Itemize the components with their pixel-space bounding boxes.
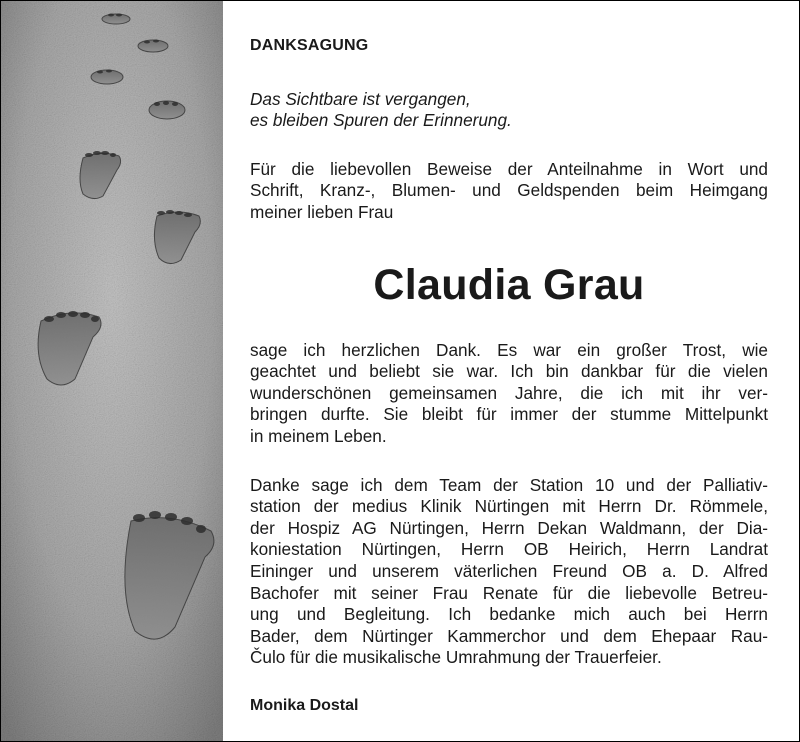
thanks-line: in meinem Leben. bbox=[250, 425, 387, 446]
thanks-line: geachtet und beliebt sie war. Ich bin dankbar für die vielen bbox=[250, 361, 768, 382]
notice-text bbox=[250, 35, 768, 716]
motto-line: es bleiben Spuren der Erinnerung. bbox=[250, 110, 512, 131]
care-line: der Hospiz AG Nürtingen, Herrn Dekan Waldmann, der Dia- bbox=[250, 517, 768, 538]
intro-line: meiner lieben Frau bbox=[250, 201, 394, 222]
thanks-line: wunderschönen gemeinsamen Jahre, die ich mit ihr ver- bbox=[250, 382, 768, 403]
care-line: ung und Begleitung. Ich bedanke mich auch bei Herrn bbox=[250, 604, 768, 625]
care-line: Bader, dem Nürtinger Kammerchor und dem Ehepaar Rau- bbox=[250, 625, 768, 646]
care-line: Bachofer mit seiner Frau Renate für die liebevolle Betreu- bbox=[250, 582, 768, 603]
thanks-paragraph bbox=[250, 340, 768, 448]
notice-heading: DANKSAGUNG bbox=[250, 37, 369, 54]
care-line: Danke sage ich dem Team der Station 10 und der Palliativ- bbox=[250, 474, 768, 495]
motto-quote bbox=[250, 89, 768, 132]
deceased-name: Claudia Grau bbox=[373, 260, 645, 309]
signature: Monika Dostal bbox=[250, 696, 359, 714]
care-line: Eininger und unserem väterlichen Freund OB a. D. Alfred bbox=[250, 560, 768, 581]
intro-line: Schrift, Kranz-, Blumen- und Geldspenden beim Heimgang bbox=[250, 180, 768, 201]
care-line: koniestation Nürtingen, Herrn OB Heirich, Herrn Landrat bbox=[250, 539, 768, 560]
thanks-line: sage ich herzlichen Dank. Es war ein großer Trost, wie bbox=[250, 339, 768, 360]
intro-line: Für die liebevollen Beweise der Anteilnahme in Wort und bbox=[250, 158, 768, 179]
footprints-in-sand-image bbox=[1, 1, 223, 741]
thanks-line: bringen durfte. Sie bleibt für immer der stumme Mittelpunkt bbox=[250, 404, 768, 425]
intro-paragraph bbox=[250, 159, 768, 224]
care-line: Čulo für die musikalische Umrahmung der Trauerfeier. bbox=[250, 647, 662, 668]
motto-line: Das Sichtbare ist vergangen, bbox=[250, 88, 471, 109]
care-line: station der medius Klinik Nürtingen mit Herrn Dr. Römmele, bbox=[250, 496, 768, 517]
care-paragraph bbox=[250, 475, 768, 669]
